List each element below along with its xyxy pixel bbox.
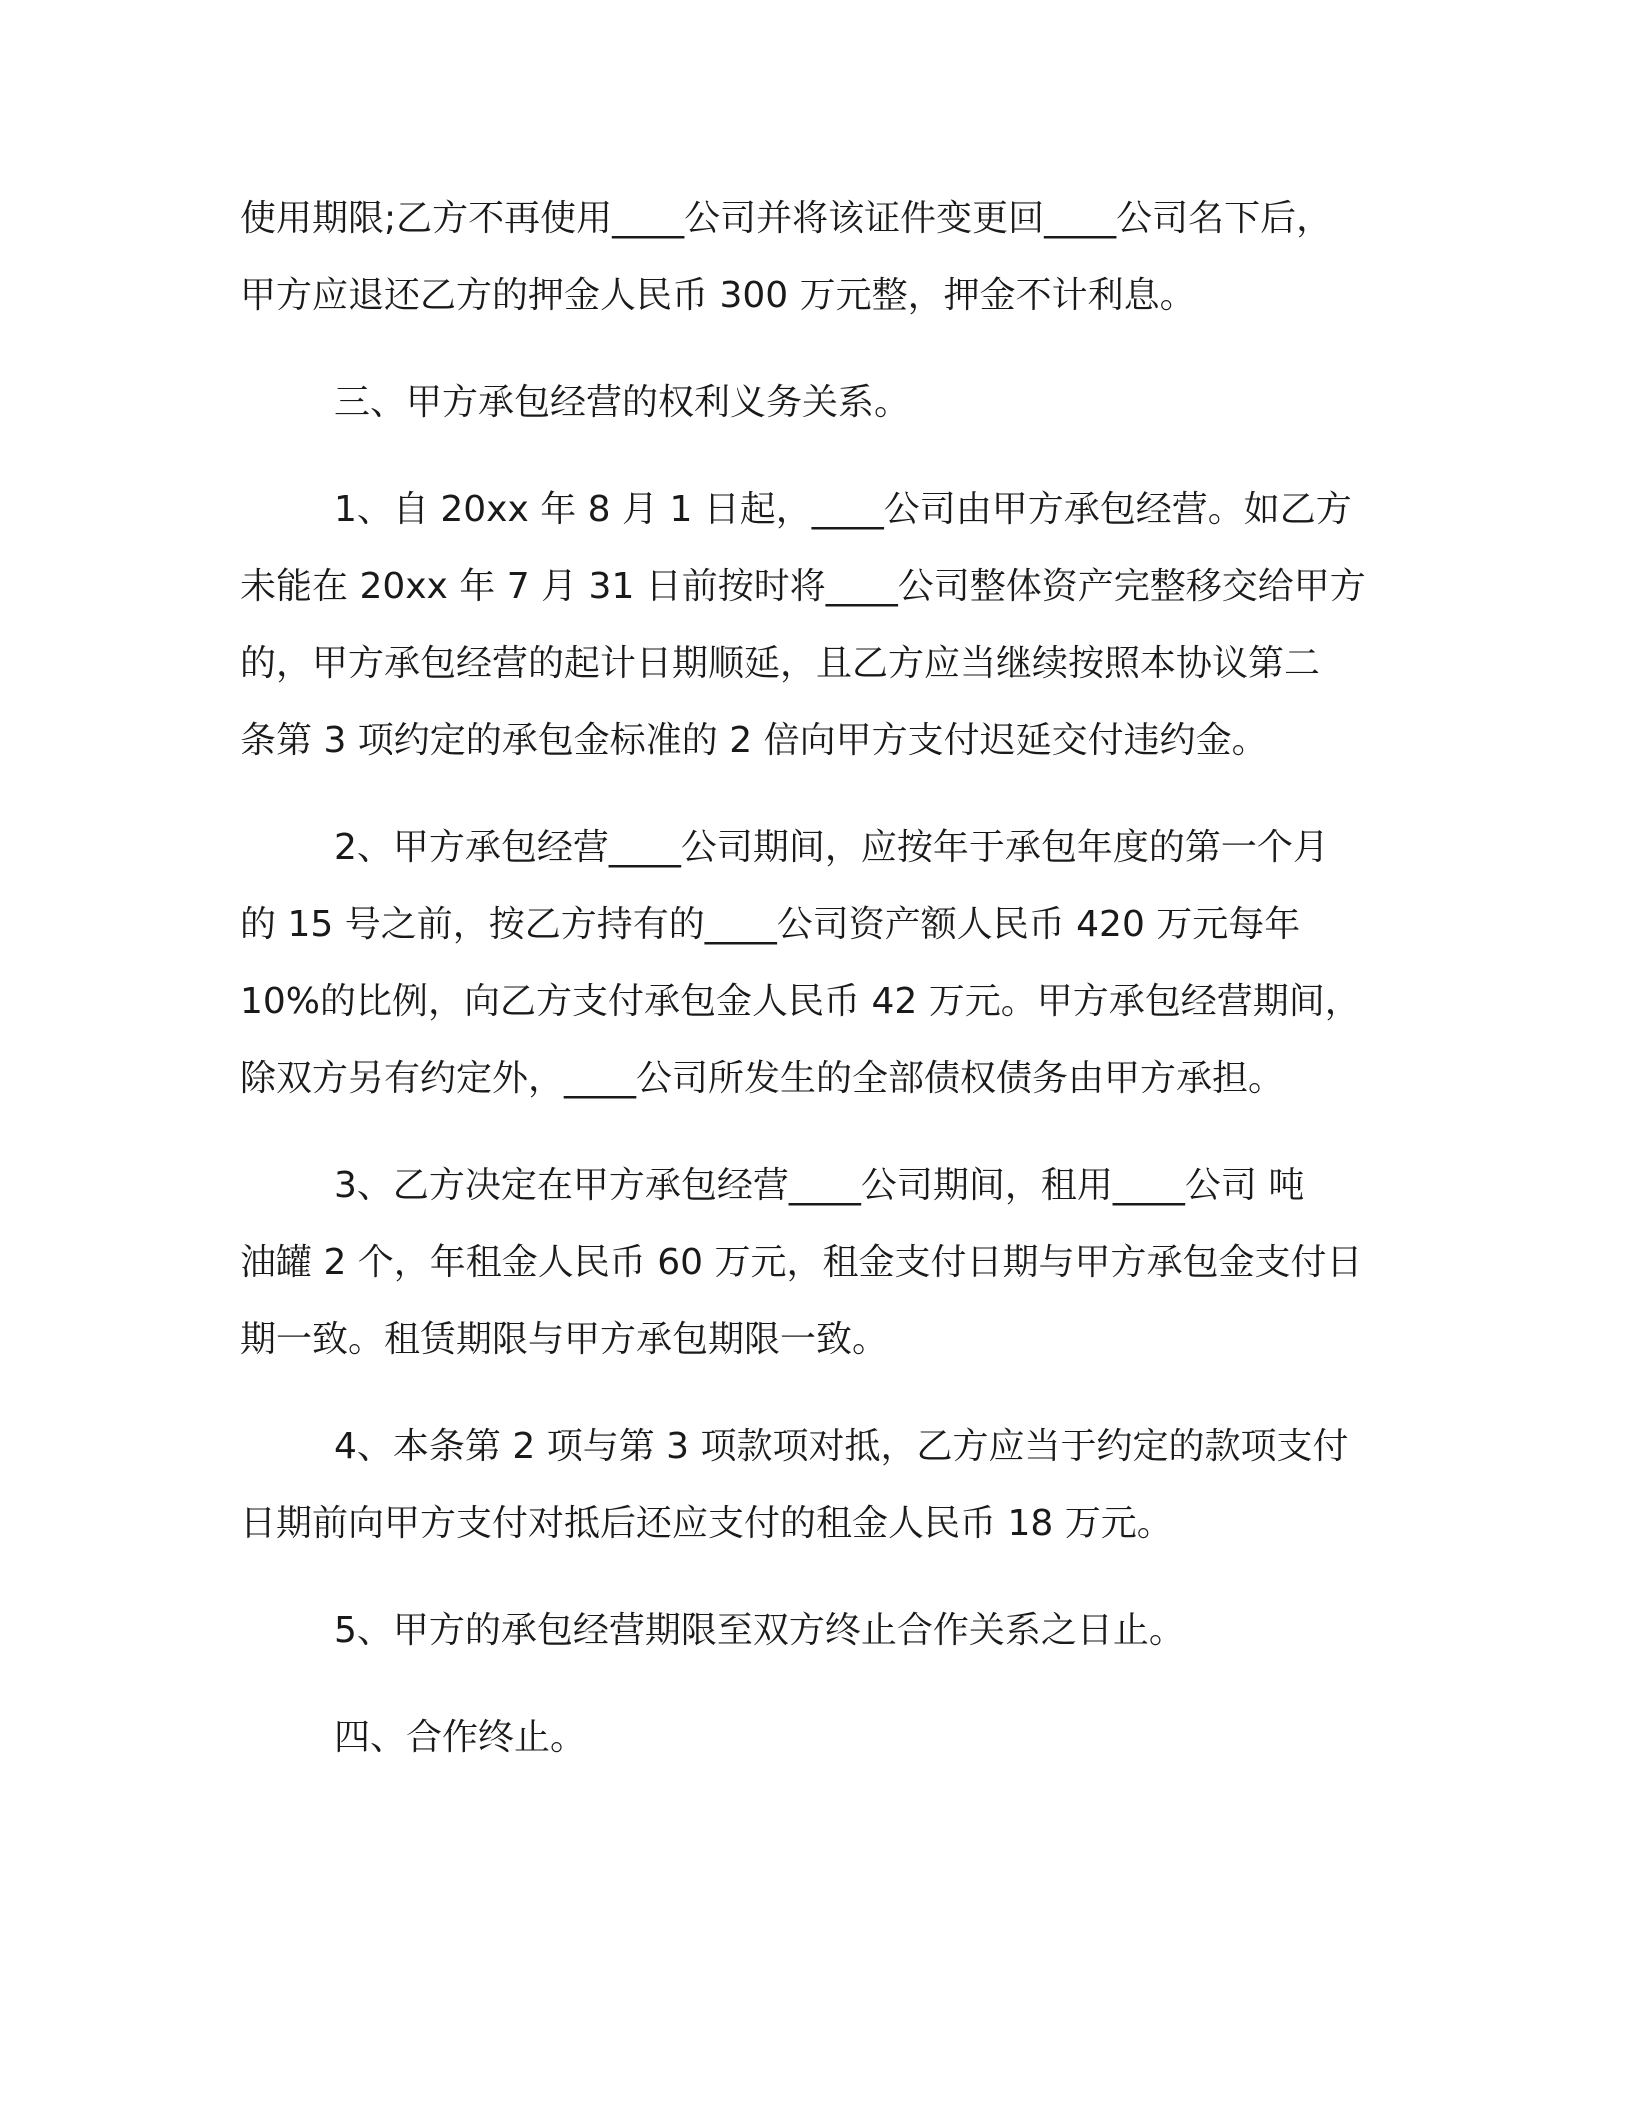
- text-line: 3、乙方决定在甲方承包经营____公司期间，租用____公司 吨: [334, 1165, 1305, 1206]
- paragraph-deposit-refund: [240, 180, 1390, 334]
- text-line: 日期前向甲方支付对抵后还应支付的租金人民币 18 万元。: [240, 1503, 1173, 1544]
- text-line: 的，甲方承包经营的起计日期顺延，且乙方应当继续按照本协议第二: [240, 643, 1321, 684]
- heading-text: 四、合作终止。: [334, 1717, 587, 1758]
- text-line: 2、甲方承包经营____公司期间，应按年于承包年度的第一个月: [334, 827, 1329, 868]
- clause-3: [240, 1147, 1390, 1378]
- text-line: 期一致。租赁期限与甲方承包期限一致。: [240, 1319, 889, 1360]
- clause-4: [240, 1408, 1390, 1562]
- clause-5: [240, 1592, 1390, 1669]
- heading-text: 三、甲方承包经营的权利义务关系。: [334, 382, 911, 423]
- text-line: 10%的比例，向乙方支付承包金人民币 42 万元。甲方承包经营期间，: [240, 981, 1361, 1022]
- section-heading-rights-obligations: [240, 364, 1390, 441]
- text-line: 1、自 20xx 年 8 月 1 日起，____公司由甲方承包经营。如乙方: [334, 489, 1352, 530]
- clause-1: [240, 471, 1390, 779]
- text-line: 甲方应退还乙方的押金人民币 300 万元整，押金不计利息。: [240, 275, 1196, 316]
- text-line: 油罐 2 个，年租金人民币 60 万元，租金支付日期与甲方承包金支付日: [240, 1242, 1363, 1283]
- text-line: 未能在 20xx 年 7 月 31 日前按时将____公司整体资产完整移交给甲方: [240, 566, 1366, 607]
- text-line: 4、本条第 2 项与第 3 项款项对抵，乙方应当于约定的款项支付: [334, 1426, 1349, 1467]
- text-line: 5、甲方的承包经营期限至双方终止合作关系之日止。: [334, 1610, 1185, 1651]
- text-line: 的 15 号之前，按乙方持有的____公司资产额人民币 420 万元每年: [240, 904, 1301, 945]
- clause-2: [240, 809, 1390, 1117]
- document-body: [240, 180, 1390, 1806]
- text-line: 条第 3 项约定的承包金标准的 2 倍向甲方支付迟延交付违约金。: [240, 720, 1268, 761]
- section-heading-termination: [240, 1699, 1390, 1776]
- text-line: 除双方另有约定外，____公司所发生的全部债权债务由甲方承担。: [240, 1058, 1285, 1099]
- text-line: 使用期限;乙方不再使用____公司并将该证件变更回____公司名下后，: [240, 198, 1333, 239]
